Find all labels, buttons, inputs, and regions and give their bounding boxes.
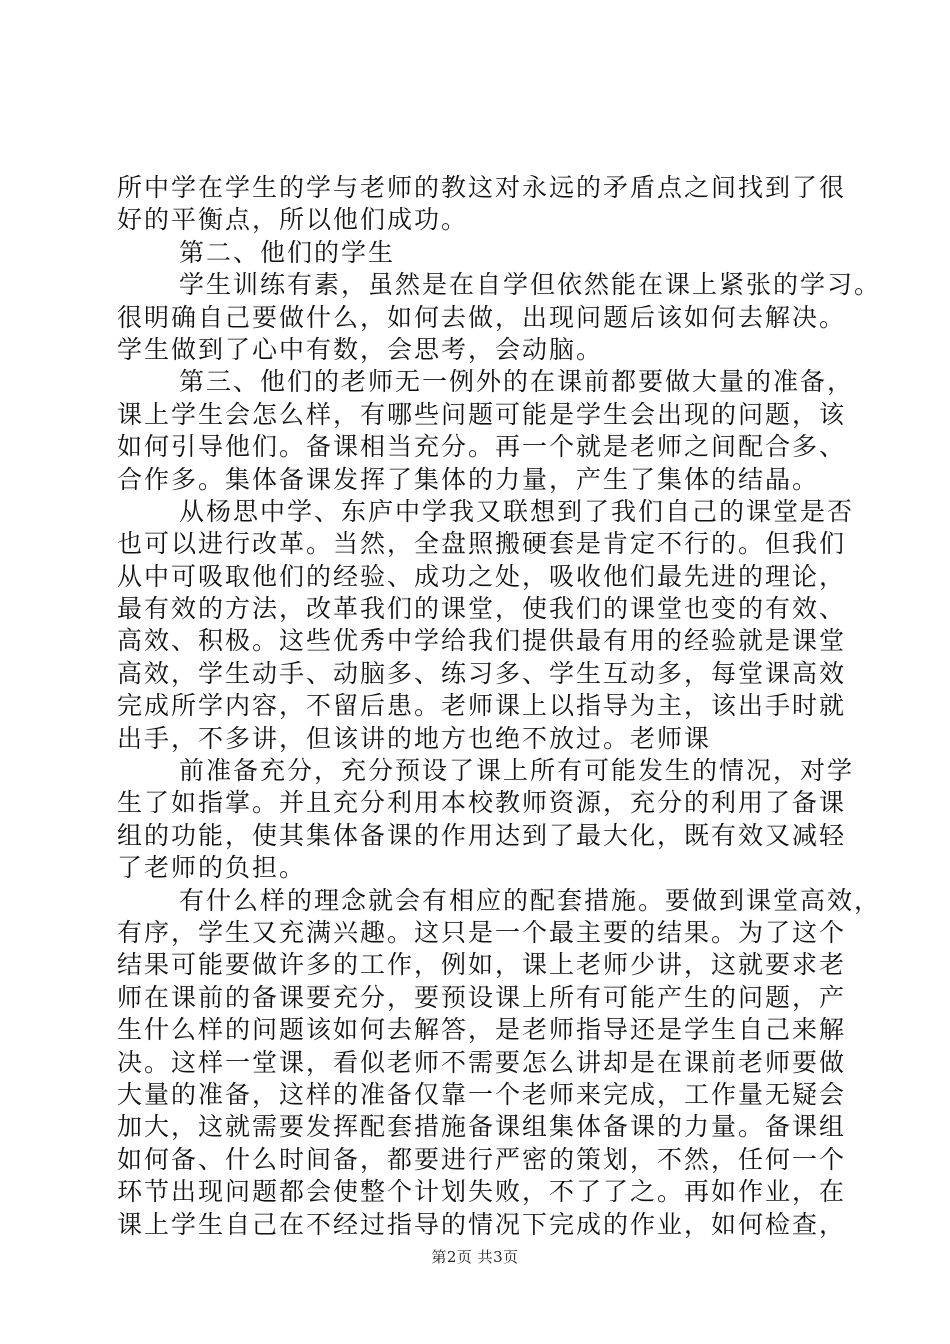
text-line: 第二、他们的学生: [179, 237, 396, 267]
text-line: 高效、积极。这些优秀中学给我们提供最有用的经验就是课堂: [117, 626, 847, 656]
text-line: 第三、他们的老师无一例外的在课前都要做大量的准备，: [179, 367, 855, 397]
page-footer: 第2页 共3页: [431, 1248, 519, 1266]
text-line: 前准备充分，充分预设了课上所有可能发生的情况，对学: [179, 756, 855, 786]
paragraph: [117, 885, 882, 1241]
document-body: [117, 172, 882, 1241]
text-line: 完成所学内容，不留后患。老师课上以指导为主，该出手时就: [117, 691, 847, 721]
text-line: 高效，学生动手、动脑多、练习多、学生互动多，每堂课高效: [117, 658, 847, 688]
paragraph: [117, 755, 857, 885]
text-line: 如何备、什么时间备，都要进行严密的策划，不然，任何一个: [117, 1144, 847, 1174]
text-line: 大量的准备，这样的准备仅靠一个老师来完成，工作量无疑会: [117, 1079, 847, 1109]
paragraph: [117, 366, 857, 496]
text-line: 好的平衡点，所以他们成功。: [117, 205, 469, 235]
text-line: 课上学生自己在不经过指导的情况下完成的作业，如何检查，: [117, 1209, 847, 1239]
text-line: 很明确自己要做什么，如何去做，出现问题后该如何去解决。: [117, 302, 847, 332]
text-line: 课上学生会怎么样，有哪些问题可能是学生会出现的问题，该: [117, 399, 847, 429]
text-line: 从杨思中学、东庐中学我又联想到了我们自己的课堂是否: [179, 496, 855, 526]
text-line: 最有效的方法，改革我们的课堂，使我们的课堂也变的有效、: [117, 594, 847, 624]
text-line: 从中可吸取他们的经验、成功之处，吸收他们最先进的理论，: [117, 561, 847, 591]
text-line: 学生做到了心中有数，会思考，会动脑。: [117, 334, 604, 364]
text-line: 加大，这就需要发挥配套措施备课组集体备课的力量。备课组: [117, 1112, 847, 1142]
text-line: 组的功能，使其集体备课的作用达到了最大化，既有效又减轻: [117, 820, 847, 850]
text-line: 学生训练有素，虽然是在自学但依然能在课上紧张的学习。: [179, 270, 882, 300]
text-line: 有序，学生又充满兴趣。这只是一个最主要的结果。为了这个: [117, 917, 847, 947]
text-line: 环节出现问题都会使整个计划失败，不了了之。再如作业，在: [117, 1177, 847, 1207]
paragraph: [117, 172, 857, 237]
text-line: 结果可能要做许多的工作，例如，课上老师少讲，这就要求老: [117, 950, 847, 980]
text-line: 师在课前的备课要充分，要预设课上所有可能产生的问题，产: [117, 982, 847, 1012]
text-line: 生什么样的问题该如何去解答，是老师指导还是学生自己来解: [117, 1015, 847, 1045]
text-line: 如何引导他们。备课相当充分。再一个就是老师之间配合多、: [117, 432, 847, 462]
paragraph: [117, 269, 882, 366]
text-line: 也可以进行改革。当然，全盘照搬硬套是肯定不行的。但我们: [117, 529, 847, 559]
paragraph: [117, 496, 857, 755]
paragraph: [117, 237, 857, 269]
text-line: 生了如指掌。并且充分利用本校教师资源，充分的利用了备课: [117, 788, 847, 818]
text-line: 合作多。集体备课发挥了集体的力量，产生了集体的结晶。: [117, 464, 820, 494]
text-line: 出手，不多讲，但该讲的地方也绝不放过。老师课: [117, 723, 712, 753]
text-line: 有什么样的理念就会有相应的配套措施。要做到课堂高效，: [179, 885, 882, 915]
text-line: 决。这样一堂课，看似老师不需要怎么讲却是在课前老师要做: [117, 1047, 847, 1077]
text-line: 了老师的负担。: [117, 853, 307, 883]
text-line: 所中学在学生的学与老师的教这对永远的矛盾点之间找到了很: [117, 173, 847, 202]
